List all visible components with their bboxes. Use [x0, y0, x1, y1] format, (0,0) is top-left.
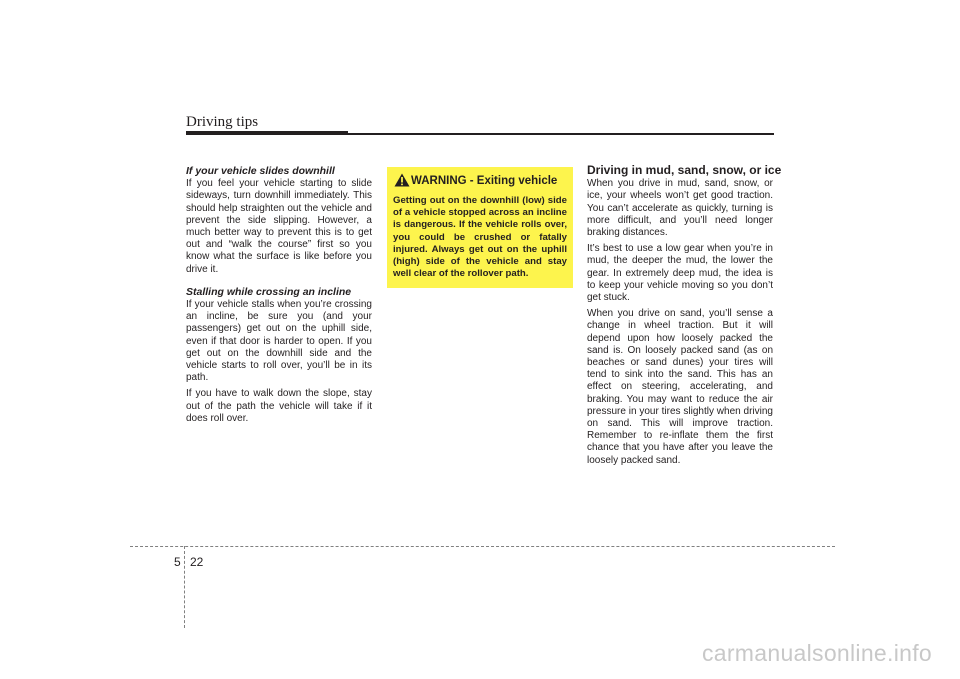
page-header-title: Driving tips	[186, 114, 259, 130]
header-rule-thin	[348, 133, 774, 135]
paragraph-stalling-2: If you have to walk down the slope, stay out of the path the vehicle will take if it does roll over.	[186, 388, 372, 424]
paragraph-mud-1: When you drive in mud, sand, snow, or ice, your wheels won’t get good traction. You can’t accelerate as quickly, turning is more difficult, and you’ll need longer braking distances.	[587, 178, 773, 239]
paragraph-stalling-1: If your vehicle stalls when you’re crossing an incline, be sure you (and your passengers) get out on the uphill side, even if that door is harder to open. If you get out on the downhill side and the vehicle starts to roll over, you’ll be in its path.	[186, 299, 372, 384]
paragraph-slides-downhill: If you feel your vehicle starting to slide sideways, turn downhill immediately. This should help straighten out the vehicle and prevent the side slipping. However, a much better way to prevent this is to get out and “walk the course” first so you know what the surface is like before you drive it.	[186, 178, 372, 275]
warning-text: Getting out on the downhill (low) side of a vehicle stopped across an incline is dangerous. If the vehicle rolls over, you could be crushed or fatally injured. Always get out on the uphill (high) side of the vehicle and stay well clear of the rollover path.	[393, 195, 567, 280]
section-title-stalling-incline: Stalling while crossing an incline	[186, 285, 352, 298]
right-column	[587, 163, 782, 471]
warning-title: WARNING - Exiting vehicle	[411, 175, 558, 187]
page-number: 22	[190, 555, 204, 569]
watermark: carmanualsonline.info	[701, 640, 932, 666]
warning-triangle-icon	[394, 173, 410, 187]
footer-dashed-rule	[130, 546, 835, 547]
left-column	[186, 165, 372, 429]
header-rule-thick	[186, 131, 348, 135]
paragraph-mud-3: When you drive on sand, you’ll sense a change in wheel traction. But it will depend upon how loosely packed the sand is. On loosely packed sand (as on beaches or sand dunes) your tires will tend to sink into the sand. This has an effect on steering, accelerating, and braking. You may want to reduce the air pressure in your tires slightly when driving on sand. This will improve traction. Remember to re-inflate them the first chance that you have after you leave the loosely packed sand.	[587, 308, 773, 466]
section-title-slides-downhill: If your vehicle slides downhill	[186, 165, 335, 177]
section-title-mud-sand: Driving in mud, sand, snow, or ice	[587, 163, 782, 177]
warning-box	[387, 167, 573, 288]
paragraph-mud-2: It’s best to use a low gear when you’re in mud, the deeper the mud, the lower the gear. In extremely deep mud, the idea is to keep your vehicle moving so you don’t get stuck.	[587, 243, 773, 304]
footer-vertical-rule	[184, 546, 185, 628]
chapter-number: 5	[174, 555, 181, 569]
